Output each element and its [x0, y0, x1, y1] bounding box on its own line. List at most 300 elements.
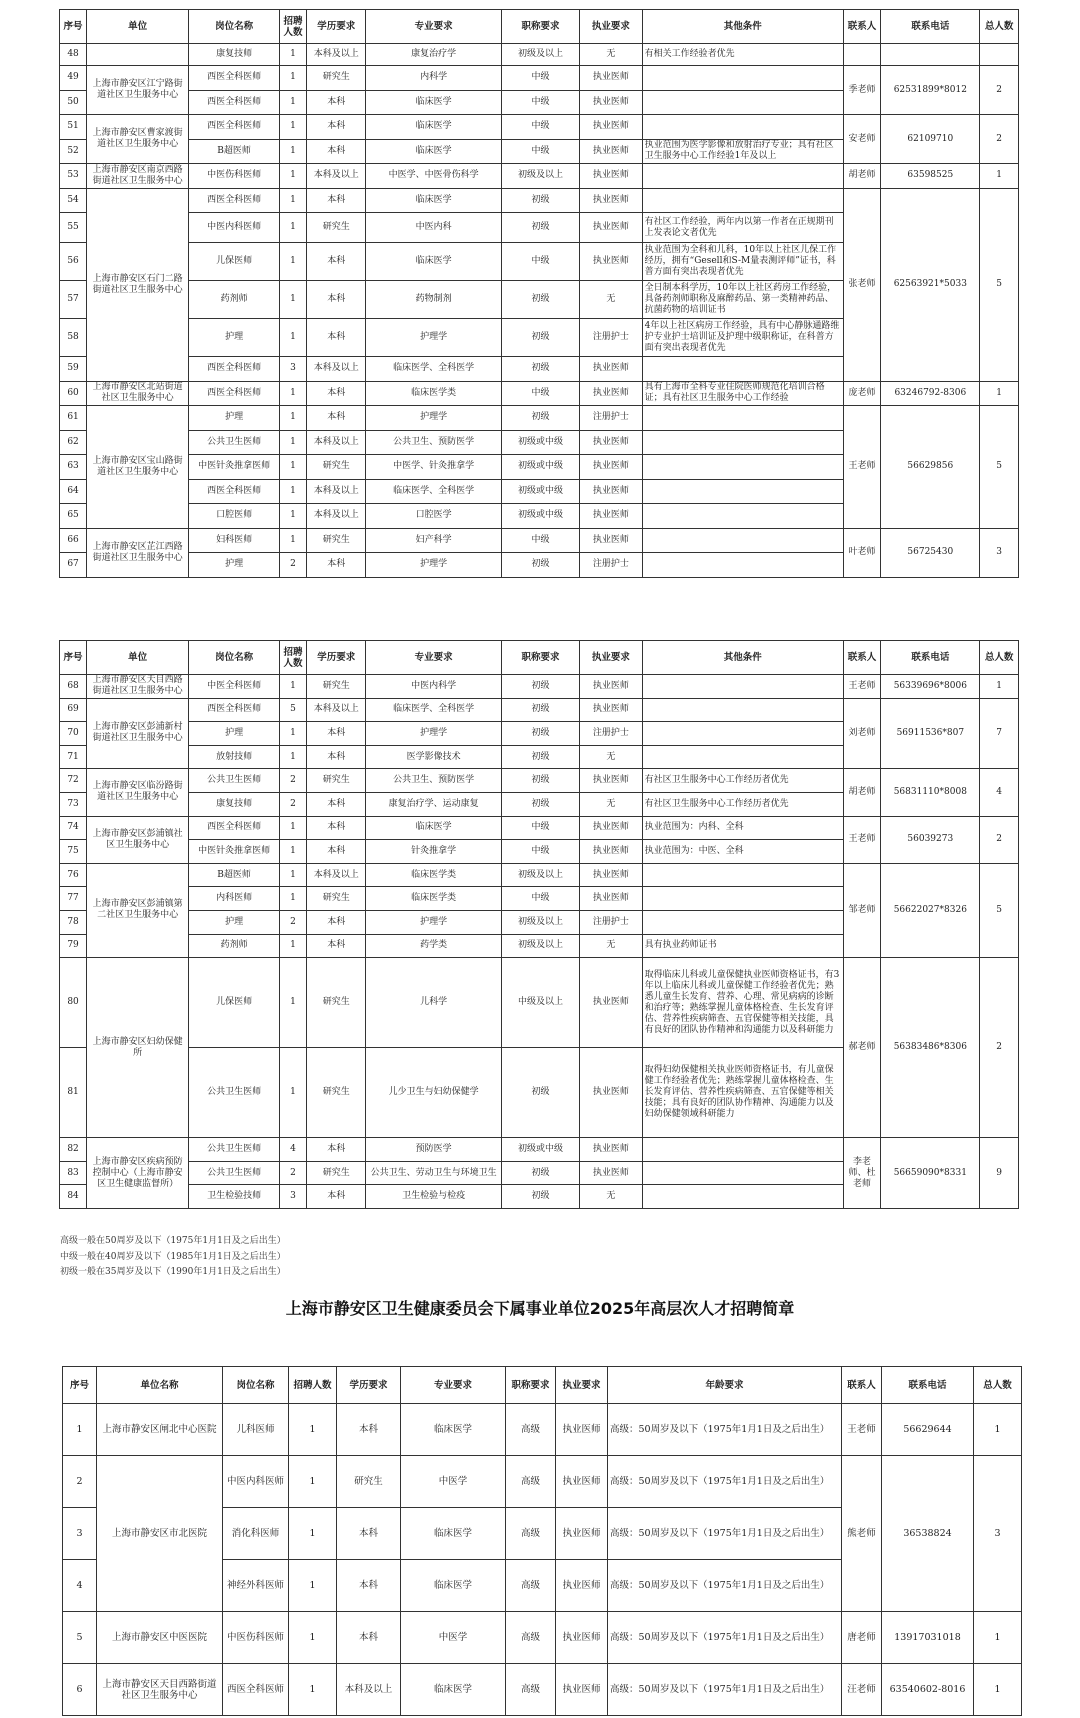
cell-contact: 叶老师 — [843, 528, 881, 577]
cell-license: 执业医师 — [580, 528, 643, 553]
cell-major: 护理学 — [366, 553, 502, 578]
cell-license: 执业医师 — [580, 188, 643, 213]
cell-conditions: 取得临床儿科或儿童保健执业医师资格证书，有3年以上临床儿科或儿童保健工作经验者优先；熟悉儿童生长发育、营养、心理、常见病病的诊断和治疗等；熟练掌握儿童体格检查、生长发育评估、营养性疾病筛查、五官保健等相关技能，具有良好的团队协作精神和沟通能力以及科研能力 — [642, 958, 843, 1048]
cell-unit — [87, 44, 189, 66]
cell-unit: 上海市静安区疾病预防控制中心（上海市静安区卫生健康监督所） — [87, 1138, 189, 1209]
cell-conditions — [642, 910, 843, 934]
table-row — [63, 1456, 1022, 1508]
cell-position: 药剂师 — [189, 281, 280, 319]
cell-education: 研究生 — [307, 675, 366, 699]
cell-major: 临床医学 — [366, 243, 502, 281]
cell-conditions: 有相关工作经验者优先 — [642, 44, 843, 66]
cell-position: 护理 — [189, 319, 280, 357]
cell-conditions — [642, 406, 843, 431]
cell-total — [980, 44, 1019, 66]
header-seq: 序号 — [60, 10, 87, 44]
cell-license: 无 — [580, 281, 643, 319]
cell-count: 1 — [279, 406, 306, 431]
cell-education: 研究生 — [337, 1456, 401, 1508]
cell-phone: 13917031018 — [882, 1612, 974, 1664]
cell-position: 护理 — [189, 910, 280, 934]
header-contact: 联系人 — [842, 1367, 882, 1404]
cell-education: 本科 — [307, 243, 366, 281]
cell-education: 研究生 — [307, 66, 366, 91]
header-major: 专业要求 — [366, 641, 502, 675]
cell-license: 执业医师 — [580, 1161, 643, 1185]
cell-license: 执业医师 — [580, 816, 643, 840]
cell-unit: 上海市静安区彭浦新村街道社区卫生服务中心 — [87, 698, 189, 769]
cell-count: 2 — [279, 910, 306, 934]
cell-major: 临床医学、全科医学 — [366, 479, 502, 504]
cell-unit: 上海市静安区彭浦镇社区卫生服务中心 — [87, 816, 189, 863]
cell-phone: 62531899*8012 — [881, 66, 980, 115]
cell-seq: 3 — [63, 1508, 97, 1560]
cell-count: 1 — [289, 1664, 337, 1716]
cell-education: 本科 — [307, 115, 366, 140]
cell-education: 研究生 — [307, 769, 366, 793]
cell-license: 执业医师 — [580, 840, 643, 864]
cell-education: 本科 — [307, 139, 366, 164]
cell-position: 公共卫生医师 — [189, 1161, 280, 1185]
cell-phone: 56629856 — [881, 406, 980, 529]
cell-seq: 84 — [60, 1185, 87, 1209]
cell-contact: 季老师 — [843, 66, 881, 115]
cell-title-req: 高级 — [506, 1404, 556, 1456]
header-unit: 单位 — [87, 641, 189, 675]
cell-contact: 邹老师 — [843, 863, 881, 957]
cell-seq: 53 — [60, 164, 87, 189]
cell-count: 2 — [279, 1161, 306, 1185]
cell-license: 执业医师 — [580, 357, 643, 382]
cell-major: 药物制剂 — [366, 281, 502, 319]
table-row — [63, 1612, 1022, 1664]
cell-position: 口腔医师 — [189, 504, 280, 529]
cell-position: 公共卫生医师 — [189, 769, 280, 793]
cell-license: 执业医师 — [580, 164, 643, 189]
cell-conditions: 执业范围为：中医、全科 — [642, 840, 843, 864]
cell-license: 执业医师 — [580, 958, 643, 1048]
cell-seq: 59 — [60, 357, 87, 382]
cell-count: 1 — [279, 934, 306, 958]
cell-conditions: 有社区卫生服务中心工作经历者优先 — [642, 769, 843, 793]
header-total: 总人数 — [980, 10, 1019, 44]
cell-major: 护理学 — [366, 406, 502, 431]
cell-title-req: 高级 — [506, 1456, 556, 1508]
cell-phone: 63246792-8306 — [881, 381, 980, 406]
cell-seq: 68 — [60, 675, 87, 699]
cell-count: 1 — [279, 164, 306, 189]
header-major: 专业要求 — [401, 1367, 506, 1404]
cell-major: 临床医学类 — [366, 381, 502, 406]
table-row — [60, 188, 1019, 213]
cell-title-req: 初级及以上 — [501, 934, 579, 958]
cell-license: 执业医师 — [580, 90, 643, 115]
cell-major: 临床医学 — [366, 90, 502, 115]
header-total: 总人数 — [980, 641, 1019, 675]
cell-license: 注册护士 — [580, 553, 643, 578]
cell-conditions: 高级：50周岁及以下（1975年1月1日及之后出生） — [608, 1404, 842, 1456]
cell-education: 本科 — [307, 745, 366, 769]
cell-license: 执业医师 — [580, 769, 643, 793]
header-count: 招聘人数 — [279, 641, 306, 675]
cell-conditions: 具有上海市全科专业住院医师规范化培训合格证；具有社区卫生服务中心工作经验 — [642, 381, 843, 406]
cell-conditions: 执业范围为：内科、全科 — [642, 816, 843, 840]
cell-conditions — [642, 1161, 843, 1185]
cell-title-req: 中级 — [501, 139, 579, 164]
cell-conditions: 高级：50周岁及以下（1975年1月1日及之后出生） — [608, 1560, 842, 1612]
cell-major: 临床医学类 — [366, 863, 502, 887]
cell-contact: 郝老师 — [843, 958, 881, 1138]
cell-seq: 77 — [60, 887, 87, 911]
header-conditions: 其他条件 — [642, 641, 843, 675]
cell-education: 本科 — [307, 381, 366, 406]
cell-title-req: 初级或中级 — [501, 1138, 579, 1162]
cell-total: 2 — [980, 958, 1019, 1138]
cell-unit: 上海市静安区石门二路街道社区卫生服务中心 — [87, 188, 189, 381]
cell-license: 执业医师 — [556, 1612, 608, 1664]
cell-seq: 83 — [60, 1161, 87, 1185]
table-row — [60, 406, 1019, 431]
note-senior: 高级一般在50周岁及以下（1975年1月1日及之后出生） — [60, 1236, 286, 1246]
cell-count: 1 — [289, 1404, 337, 1456]
cell-position: 神经外科医师 — [223, 1560, 289, 1612]
cell-phone: 36538824 — [882, 1456, 974, 1612]
cell-license: 执业医师 — [580, 213, 643, 243]
cell-title-req: 中级 — [501, 816, 579, 840]
table-row — [60, 66, 1019, 91]
cell-license: 执业医师 — [580, 381, 643, 406]
header-title-req: 职称要求 — [501, 641, 579, 675]
cell-position: 儿科医师 — [223, 1404, 289, 1456]
cell-phone: 56911536*807 — [881, 698, 980, 769]
cell-conditions: 高级：50周岁及以下（1975年1月1日及之后出生） — [608, 1612, 842, 1664]
cell-conditions — [642, 66, 843, 91]
cell-unit: 上海市静安区芷江西路街道社区卫生服务中心 — [87, 528, 189, 577]
cell-contact: 王老师 — [842, 1404, 882, 1456]
table-row — [60, 115, 1019, 140]
cell-license: 执业医师 — [580, 887, 643, 911]
cell-seq: 67 — [60, 553, 87, 578]
table-row — [60, 816, 1019, 840]
cell-seq: 54 — [60, 188, 87, 213]
table-body — [63, 1404, 1022, 1716]
cell-position: 公共卫生医师 — [189, 1138, 280, 1162]
cell-total: 1 — [974, 1404, 1022, 1456]
cell-title-req: 初级或中级 — [501, 455, 579, 480]
cell-title-req: 中级 — [501, 66, 579, 91]
cell-contact: 庞老师 — [843, 381, 881, 406]
cell-major: 口腔医学 — [366, 504, 502, 529]
cell-count: 1 — [279, 863, 306, 887]
cell-license: 执业医师 — [580, 430, 643, 455]
cell-major: 临床医学 — [401, 1404, 506, 1456]
cell-position: 妇科医师 — [189, 528, 280, 553]
page-title: 上海市静安区卫生健康委员会下属事业单位2025年高层次人才招聘简章 — [285, 1299, 795, 1318]
cell-total: 1 — [974, 1664, 1022, 1716]
cell-unit: 上海市静安区宝山路街道社区卫生服务中心 — [87, 406, 189, 529]
cell-count: 1 — [279, 188, 306, 213]
cell-major: 妇产科学 — [366, 528, 502, 553]
recruitment-table-part2 — [59, 640, 1019, 1209]
header-contact: 联系人 — [843, 10, 881, 44]
header-education: 学历要求 — [337, 1367, 401, 1404]
cell-total: 1 — [974, 1612, 1022, 1664]
cell-seq: 65 — [60, 504, 87, 529]
header-unit: 单位名称 — [97, 1367, 223, 1404]
cell-phone: 63540602-8016 — [882, 1664, 974, 1716]
cell-title-req: 初级或中级 — [501, 479, 579, 504]
cell-seq: 62 — [60, 430, 87, 455]
cell-phone: 56039273 — [881, 816, 980, 863]
cell-position: 西医全科医师 — [189, 816, 280, 840]
cell-conditions — [642, 863, 843, 887]
header-license: 执业要求 — [556, 1367, 608, 1404]
cell-license: 执业医师 — [556, 1664, 608, 1716]
cell-position: 西医全科医师 — [189, 479, 280, 504]
cell-total: 2 — [980, 66, 1019, 115]
header-phone: 联系电话 — [882, 1367, 974, 1404]
cell-total: 7 — [980, 698, 1019, 769]
cell-education: 本科 — [307, 816, 366, 840]
cell-major: 临床医学 — [366, 816, 502, 840]
cell-contact — [843, 44, 881, 66]
cell-major: 临床医学 — [366, 139, 502, 164]
cell-unit: 上海市静安区南京西路街道社区卫生服务中心 — [87, 164, 189, 189]
cell-conditions: 取得妇幼保健相关执业医师资格证书，有儿童保健工作经验者优先；熟练掌握儿童体格检查、生长发育评估、营养性疾病筛查、五官保健等相关技能；具有良好的团队协作精神、沟通能力以及妇幼保健领域科研能力 — [642, 1048, 843, 1138]
cell-unit: 上海市静安区闸北中心医院 — [97, 1404, 223, 1456]
cell-title-req: 高级 — [506, 1508, 556, 1560]
cell-position: 儿保医师 — [189, 958, 280, 1048]
cell-education: 本科 — [307, 319, 366, 357]
cell-phone: 56339696*8006 — [881, 675, 980, 699]
cell-major: 中医学 — [401, 1456, 506, 1508]
cell-position: 西医全科医师 — [189, 381, 280, 406]
cell-phone: 56622027*8326 — [881, 863, 980, 957]
cell-count: 1 — [279, 319, 306, 357]
cell-conditions: 高级：50周岁及以下（1975年1月1日及之后出生） — [608, 1456, 842, 1508]
cell-education: 本科及以上 — [307, 44, 366, 66]
cell-education: 本科及以上 — [307, 164, 366, 189]
cell-education: 本科 — [337, 1404, 401, 1456]
cell-total: 1 — [980, 675, 1019, 699]
cell-count: 1 — [279, 66, 306, 91]
cell-total: 4 — [980, 769, 1019, 816]
cell-position: 西医全科医师 — [189, 66, 280, 91]
cell-license: 执业医师 — [580, 698, 643, 722]
recruitment-table-part1 — [59, 9, 1019, 578]
cell-contact: 汪老师 — [842, 1664, 882, 1716]
cell-seq: 78 — [60, 910, 87, 934]
header-education: 学历要求 — [307, 10, 366, 44]
cell-title-req: 初级 — [501, 1161, 579, 1185]
cell-title-req: 初级 — [501, 357, 579, 382]
cell-seq: 79 — [60, 934, 87, 958]
cell-seq: 61 — [60, 406, 87, 431]
cell-count: 1 — [279, 675, 306, 699]
cell-conditions: 执业范围为医学影像和放射治疗专业；具有社区卫生服务中心工作经验1年及以上 — [642, 139, 843, 164]
cell-major: 针灸推拿学 — [366, 840, 502, 864]
cell-position: 西医全科医师 — [189, 188, 280, 213]
cell-seq: 69 — [60, 698, 87, 722]
cell-total: 3 — [980, 528, 1019, 577]
cell-seq: 2 — [63, 1456, 97, 1508]
cell-seq: 63 — [60, 455, 87, 480]
header-count: 招聘人数 — [279, 10, 306, 44]
cell-unit: 上海市静安区妇幼保健所 — [87, 958, 189, 1138]
cell-education: 本科 — [307, 934, 366, 958]
cell-seq: 66 — [60, 528, 87, 553]
cell-license: 执业医师 — [556, 1560, 608, 1612]
cell-position: 公共卫生医师 — [189, 1048, 280, 1138]
cell-license: 执业医师 — [580, 504, 643, 529]
cell-title-req: 初级或中级 — [501, 504, 579, 529]
cell-education: 本科及以上 — [337, 1664, 401, 1716]
cell-total: 5 — [980, 863, 1019, 957]
table-row — [60, 698, 1019, 722]
cell-title-req: 中级 — [501, 381, 579, 406]
cell-contact: 张老师 — [843, 188, 881, 381]
cell-seq: 75 — [60, 840, 87, 864]
cell-title-req: 初级及以上 — [501, 863, 579, 887]
cell-license: 注册护士 — [580, 910, 643, 934]
cell-conditions: 全日制本科学历，10年以上社区药房工作经验，具备药剂师职称及麻醉药品、第一类精神药品、抗菌药物的培训证书 — [642, 281, 843, 319]
cell-position: 中医伤科医师 — [223, 1612, 289, 1664]
cell-education: 本科及以上 — [307, 357, 366, 382]
cell-position: 西医全科医师 — [189, 698, 280, 722]
cell-position: 内科医师 — [189, 887, 280, 911]
table-row — [63, 1404, 1022, 1456]
cell-major: 儿少卫生与妇幼保健学 — [366, 1048, 502, 1138]
cell-education: 本科 — [307, 90, 366, 115]
cell-education: 研究生 — [307, 455, 366, 480]
header-contact: 联系人 — [843, 641, 881, 675]
cell-position: 西医全科医师 — [189, 115, 280, 140]
cell-license: 注册护士 — [580, 406, 643, 431]
cell-seq: 52 — [60, 139, 87, 164]
header-title-req: 职称要求 — [501, 10, 579, 44]
cell-count: 4 — [279, 1138, 306, 1162]
cell-license: 执业医师 — [580, 115, 643, 140]
cell-position: B超医师 — [189, 863, 280, 887]
cell-count: 1 — [279, 958, 306, 1048]
cell-position: 放射技师 — [189, 745, 280, 769]
cell-phone: 56659090*8331 — [881, 1138, 980, 1209]
cell-title-req: 初级 — [501, 281, 579, 319]
cell-conditions: 高级：50周岁及以下（1975年1月1日及之后出生） — [608, 1508, 842, 1560]
cell-seq: 58 — [60, 319, 87, 357]
cell-title-req: 高级 — [506, 1664, 556, 1716]
header-license: 执业要求 — [580, 10, 643, 44]
cell-major: 临床医学 — [366, 115, 502, 140]
cell-license: 执业医师 — [556, 1404, 608, 1456]
cell-total: 1 — [980, 164, 1019, 189]
header-position: 岗位名称 — [189, 641, 280, 675]
cell-phone: 56629644 — [882, 1404, 974, 1456]
cell-education: 本科 — [307, 840, 366, 864]
header-conditions: 其他条件 — [642, 10, 843, 44]
cell-education: 研究生 — [307, 1048, 366, 1138]
cell-major: 公共卫生、预防医学 — [366, 769, 502, 793]
cell-major: 中医学 — [401, 1612, 506, 1664]
cell-count: 1 — [279, 430, 306, 455]
cell-title-req: 初级 — [501, 553, 579, 578]
cell-license: 注册护士 — [580, 722, 643, 746]
cell-position: 中医全科医师 — [189, 675, 280, 699]
cell-contact: 王老师 — [843, 816, 881, 863]
cell-title-req: 初级 — [501, 188, 579, 213]
cell-conditions — [642, 90, 843, 115]
cell-education: 研究生 — [307, 213, 366, 243]
cell-license: 无 — [580, 792, 643, 816]
cell-license: 无 — [580, 1185, 643, 1209]
cell-license: 无 — [580, 44, 643, 66]
cell-position: 护理 — [189, 553, 280, 578]
cell-contact: 王老师 — [843, 406, 881, 529]
cell-title-req: 初级或中级 — [501, 430, 579, 455]
cell-seq: 48 — [60, 44, 87, 66]
cell-contact: 胡老师 — [843, 164, 881, 189]
cell-major: 临床医学 — [401, 1560, 506, 1612]
cell-title-req: 中级 — [501, 115, 579, 140]
cell-count: 2 — [279, 769, 306, 793]
cell-education: 本科 — [337, 1612, 401, 1664]
cell-position: 护理 — [189, 722, 280, 746]
table-body — [60, 675, 1019, 1209]
cell-conditions — [642, 528, 843, 553]
cell-phone: 56383486*8306 — [881, 958, 980, 1138]
cell-count: 3 — [279, 357, 306, 382]
cell-position: 中医伤科医师 — [189, 164, 280, 189]
cell-major: 临床医学 — [401, 1664, 506, 1716]
cell-seq: 55 — [60, 213, 87, 243]
cell-conditions — [642, 553, 843, 578]
table-row — [60, 863, 1019, 887]
cell-contact: 刘老师 — [843, 698, 881, 769]
cell-major: 护理学 — [366, 319, 502, 357]
cell-unit: 上海市静安区天目西路街道社区卫生服务中心 — [87, 675, 189, 699]
cell-education: 研究生 — [307, 958, 366, 1048]
cell-major: 康复治疗学 — [366, 44, 502, 66]
header-position: 岗位名称 — [189, 10, 280, 44]
cell-unit: 上海市静安区天目西路街道社区卫生服务中心 — [97, 1664, 223, 1716]
cell-education: 本科及以上 — [307, 479, 366, 504]
cell-unit: 上海市静安区彭浦镇第二社区卫生服务中心 — [87, 863, 189, 957]
cell-seq: 57 — [60, 281, 87, 319]
cell-major: 卫生检验与检疫 — [366, 1185, 502, 1209]
cell-count: 1 — [279, 745, 306, 769]
cell-seq: 50 — [60, 90, 87, 115]
cell-education: 研究生 — [307, 887, 366, 911]
cell-total: 5 — [980, 188, 1019, 381]
cell-license: 无 — [580, 934, 643, 958]
cell-conditions — [642, 722, 843, 746]
cell-license: 执业医师 — [580, 1048, 643, 1138]
cell-major: 医学影像技术 — [366, 745, 502, 769]
cell-seq: 74 — [60, 816, 87, 840]
cell-education: 本科及以上 — [307, 863, 366, 887]
cell-total: 1 — [980, 381, 1019, 406]
cell-education: 本科及以上 — [307, 504, 366, 529]
cell-count: 1 — [279, 213, 306, 243]
cell-seq: 5 — [63, 1612, 97, 1664]
cell-phone: 62563921*5033 — [881, 188, 980, 381]
header-conditions: 年龄要求 — [608, 1367, 842, 1404]
cell-major: 临床医学 — [401, 1508, 506, 1560]
cell-count: 3 — [279, 1185, 306, 1209]
cell-count: 1 — [289, 1456, 337, 1508]
cell-contact: 安老师 — [843, 115, 881, 164]
cell-education: 本科 — [307, 910, 366, 934]
